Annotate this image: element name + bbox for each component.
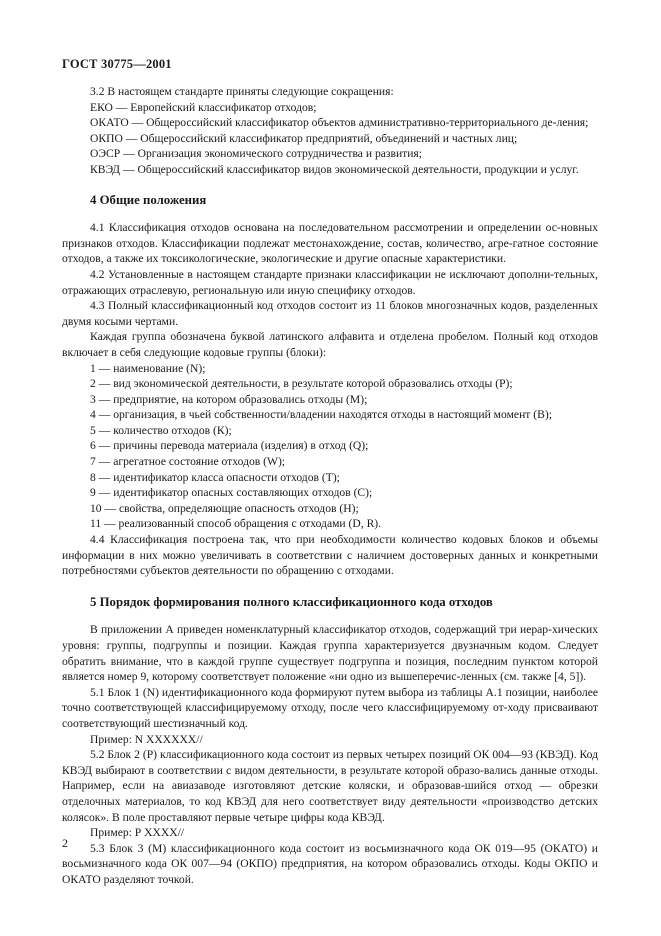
abbreviation-item: ОКПО — Общероссийский классификатор предприятий, объединений и частных лиц; — [90, 131, 518, 145]
abbreviation-item: КВЭД — Общероссийский классификатор видов экономической деятельности, продукции и услуг. — [90, 162, 579, 176]
section-5-heading: 5 Порядок формирования полного классификационного кода отходов — [90, 594, 493, 609]
section-3-2-intro: 3.2 В настоящем стандарте приняты следующие сокращения: — [90, 85, 394, 98]
paragraph-5-2: 5.2 Блок 2 (Р) классификационного кода состоит из первых четырех позиций ОК 004—93 (КВЭД). Код КВЭД выбирают в соответствии с видом деятельности, в результате которой образо-вались данные отходы. Например, если на авиазаводе изготовляют детские коляски, и образовав-шийся отход — обрезки отделочных материалов, то код КВЭД для него соответствует виду деятельности «производство детских колясок». В поле проставляют первые четыре цифры кода КВЭД. — [62, 748, 598, 824]
code-group-item: 10 — свойства, определяющие опасность отходов (Н); — [90, 501, 359, 515]
paragraph-5-1: 5.1 Блок 1 (N) идентификационного кода формируют путем выбора из таблицы А.1 позиции, наиболее точно соответствующей классифицируемому отходу, после чего классифицируемому от-ходу присваивают соответствующий шестизначный код. — [62, 685, 598, 730]
code-group-item: 3 — предприятие, на котором образовались отходы (М); — [90, 392, 368, 406]
section-4-heading: 4 Общие положения — [90, 192, 207, 207]
standard-header: ГОСТ 30775—2001 — [62, 57, 172, 71]
paragraph-4-4: 4.4 Классификация построена так, что при необходимости количество кодовых блоков и объемы информации в них можно увеличивать в соответствии с наличием достоверных данных и конкретными потребностями субъектов деятельности по обращению с отходами. — [62, 533, 598, 578]
code-group-item: 8 — идентификатор класса опасности отходов (Т); — [90, 470, 340, 484]
abbreviation-item: ЕКО — Европейский классификатор отходов; — [90, 100, 317, 114]
code-group-item: 5 — количество отходов (К); — [90, 423, 232, 437]
code-group-item: 9 — идентификатор опасных составляющих отходов (С); — [90, 486, 373, 500]
paragraph-4-3: 4.3 Полный классификационный код отходов состоит из 11 блоков многозначных кодов, разделенных двумя косыми чертами. — [62, 299, 598, 328]
code-group-item: 2 — вид экономической деятельности, в результате которой образовались отходы (Р); — [90, 377, 513, 391]
paragraph-5-3: 5.3 Блок 3 (М) классификационного кода состоит из восьмизначного кода ОК 019—95 (ОКАТО) и восьмизначного кода ОК 007—94 (ОКПО) предприятия, на котором образовались отходы. Коды ОКПО и ОКАТО разделяют точкой. — [62, 841, 598, 886]
abbreviation-item: ОКАТО — Общероссийский классификатор объектов административно-территориального де-ления; — [90, 116, 589, 130]
paragraph-code-groups: Каждая группа обозначена буквой латинского алфавита и отделена пробелом. Полный код отходов включает в себя следующие кодовые группы (блоки): — [62, 330, 598, 359]
abbreviation-item: ОЭСР — Организация экономического сотрудничества и развития; — [90, 147, 422, 161]
code-group-item: 7 — агрегатное состояние отходов (W); — [90, 455, 286, 469]
page-number: 2 — [62, 836, 68, 850]
code-group-item: 11 — реализованный способ обращения с отходами (D, R). — [90, 517, 382, 531]
paragraph-4-1: 4.1 Классификация отходов основана на последовательном рассмотрении и определении ос-новных признаков отходов. Классификации подлежат местонахождение, состав, количество, агре-гатное состояние отходов, а также их токсикологические, экологические и другие опасные характеристики. — [62, 221, 598, 266]
code-group-item: 4 — организация, в чьей собственности/владении находятся отходы в настоящий момент (В); — [90, 408, 552, 422]
document-body — [62, 84, 598, 888]
code-group-item: 6 — причины перевода материала (изделия) в отход (Q); — [90, 439, 369, 453]
paragraph-4-2: 4.2 Установленные в настоящем стандарте признаки классификации не исключают дополни-тельных, отражающих отраслевую, региональную или иную специфику отходов. — [62, 267, 598, 297]
example-5-2: Пример: Р XXXX// — [90, 826, 185, 840]
code-group-item: 1 — наименование (N); — [90, 361, 206, 375]
paragraph-5-intro: В приложении А приведен номенклатурный классификатор отходов, содержащий три иерар-хических уровня: группы, подгруппы и позиции. Каждая группа характеризуется двузначным кодом. Следует обратить внимание, что в каждой группе существует подгруппа и позиция, последним пунктом которой является номер 9, которому соответствует положение «ни одно из вышеперечис-ленных (см. также [4, 5]). — [62, 623, 598, 684]
example-5-1: Пример: N XXXXXX// — [90, 732, 203, 746]
